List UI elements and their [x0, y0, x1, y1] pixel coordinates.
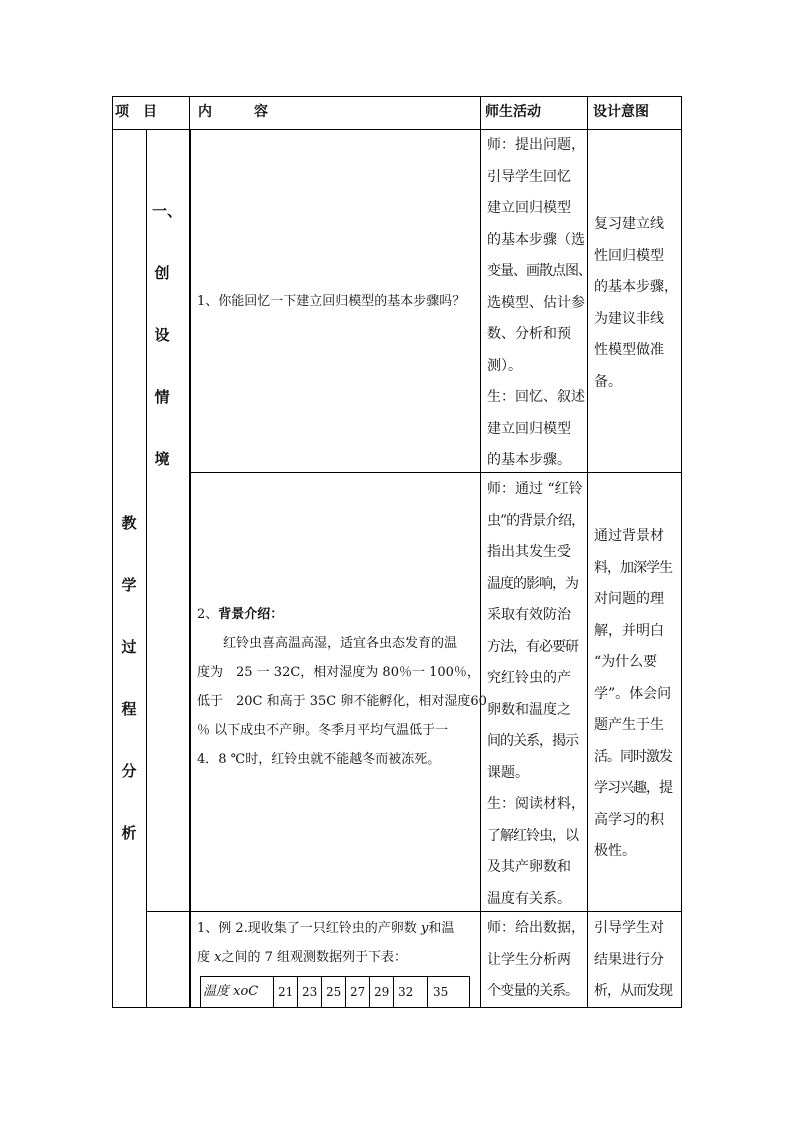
row2-title-prefix: 2、: [197, 607, 219, 622]
row2-activity-line: 课题。: [487, 764, 529, 781]
row2-content-line: 4．8 ℃时，红铃虫就不能越冬而被冻死。: [197, 752, 441, 767]
section-main-char: 过: [121, 638, 137, 656]
row2-intent-line: 通过背景材: [594, 528, 664, 544]
header-content: 内 容: [198, 104, 268, 120]
row2-intent-line: 极性。: [594, 843, 636, 859]
row1-intent-line: 的基本步骤，: [594, 279, 678, 295]
row2-bottom-border: [146, 911, 682, 912]
inner-table-cell: 25: [326, 985, 342, 999]
row1-activity-line: 变量、画散点图、: [487, 263, 591, 279]
var-y: y: [420, 921, 429, 936]
row3-line1-end: 和温: [428, 921, 455, 936]
row1-activity-line: 数、分析和预: [487, 326, 571, 342]
inner-table-divider: [345, 976, 346, 1007]
inner-table-divider: [273, 976, 274, 1007]
row1-activity-line: 建立回归模型: [487, 420, 571, 437]
row2-activity-line: 间的关系，揭示: [487, 733, 578, 749]
row2-content-line: 低于 20C 和高于 35C 卵不能孵化，相对湿度60: [197, 694, 487, 709]
inner-table-divider: [427, 976, 428, 1007]
inner-table-divider: [321, 976, 322, 1007]
row2-activity-line: 指出其发生受: [487, 544, 571, 560]
row2-intent-line: 对问题的理: [594, 591, 664, 607]
row2-activity-line: 温度有关系。: [487, 890, 571, 907]
row2-activity-line: 了解红铃虫，以: [487, 827, 578, 844]
header-bottom-border: [112, 129, 682, 130]
row3-intent-line: 析，从而发现: [594, 983, 672, 999]
row2-intent: [594, 521, 672, 868]
row3-activity-line: 让学生分析两: [487, 951, 571, 968]
row1-activity: [487, 130, 591, 477]
row3-line2-text: 之间的 7 组观测数据列于下表：: [221, 950, 408, 965]
row1-activity-line: 的基本步骤（选: [487, 231, 585, 248]
row3-line1: [197, 914, 454, 943]
row2-content-line: 度为 25 一 32C，相对湿度为 80％一 100％，: [197, 665, 480, 680]
row2-content-line: ％ 以下成虫不产卵。冬季月平均气温低于一: [197, 723, 449, 738]
item-divider-header: [189, 96, 190, 130]
inner-table-cell: 35: [433, 985, 449, 999]
inner-table-divider: [297, 976, 298, 1007]
section-one-char: 情: [154, 388, 170, 406]
row1-intent-line: 为建议非线: [594, 310, 664, 327]
content-activity-divider: [480, 96, 481, 1008]
row3-line2-start: 度: [197, 950, 215, 965]
row2-activity-line: 生：阅读材料，: [487, 796, 585, 812]
subsection-divider: [146, 129, 147, 1008]
row2-content: [197, 600, 487, 774]
section-main-char: 学: [121, 576, 137, 594]
row3-intent-line: 结果进行分: [594, 951, 664, 968]
section-one-char: 一、: [152, 202, 183, 220]
inner-table-right: [469, 976, 470, 1007]
section-one-char: 设: [154, 326, 170, 344]
row1-intent-line: 性模型做准: [594, 342, 664, 358]
row1-activity-line: 生：回忆、叙述: [487, 389, 585, 405]
section-main-char: 分: [121, 762, 137, 780]
row2-activity-line: 及其产卵数和: [487, 859, 571, 875]
section-main-char: 析: [121, 824, 137, 842]
section-one-char: 境: [154, 450, 170, 468]
row2-intent-line: 料，加深学生: [594, 559, 672, 576]
row2-intent-line: “为什么要: [594, 654, 658, 670]
row2-activity-line: 卵数和温度之: [487, 701, 571, 718]
header-intent: 设计意图: [593, 104, 649, 120]
inner-table-divider: [369, 976, 370, 1007]
inner-table-cell: 23: [302, 985, 318, 999]
row3-line1-text: 1、例 2.现收集了一只红铃虫的产卵数: [197, 921, 421, 936]
table-left-border: [112, 96, 113, 1008]
row2-intent-line: 题产生于生: [594, 717, 664, 733]
row2-activity-line: 究红铃虫的产: [487, 670, 571, 686]
inner-table-label: 温度 xoC: [203, 984, 259, 999]
row1-intent-line: 复习建立线: [594, 216, 664, 232]
var-x: x: [214, 950, 222, 965]
row2-intent-line: 活。同时激发: [594, 748, 672, 765]
row2-title-bold: 背景介绍：: [218, 607, 284, 622]
row1-intent: [594, 209, 678, 398]
row1-content: 1、你能回忆一下建立回归模型的基本步骤吗？: [197, 294, 466, 309]
inner-table-divider: [393, 976, 394, 1007]
row1-bottom-border: [189, 472, 682, 473]
inner-table-cell: 29: [374, 985, 390, 999]
inner-table-left: [200, 976, 201, 1007]
section-one-char: 创: [154, 264, 170, 282]
row1-activity-line: 引导学生回忆: [487, 168, 571, 185]
row3-line2: [197, 943, 454, 972]
inner-table-top: [200, 976, 470, 977]
row1-activity-line: 的基本步骤。: [487, 452, 571, 468]
row1-activity-line: 测）。: [487, 357, 522, 374]
row2-activity-line: 师：通过 “红铃: [487, 481, 583, 497]
row1-activity-line: 选模型、估计参: [487, 294, 585, 311]
row3-activity-line: 师：给出数据，: [487, 920, 585, 936]
row3-content: [197, 914, 454, 972]
row2-content-line: 红铃虫喜高温高湿，适宜各虫态发育的温: [197, 636, 458, 651]
row1-activity-line: 建立回归模型: [487, 200, 571, 216]
row2-activity-line: 方法，有必要研: [487, 638, 578, 655]
row2-activity-line: 虫”的背景介绍，: [487, 512, 585, 529]
section-main-char: 教: [121, 514, 137, 532]
row2-title: [197, 600, 487, 629]
row1-activity-line: 师：提出问题，: [487, 137, 585, 153]
inner-table-cell: 27: [350, 985, 366, 999]
item-content-divider: [189, 129, 191, 1008]
row2-intent-line: 高学习的积: [594, 811, 664, 828]
inner-table-cell: 21: [278, 985, 294, 999]
row3-activity-line: 个变量的关系。: [487, 983, 578, 999]
header-activity: 师生活动: [485, 104, 541, 120]
row2-activity: [487, 474, 585, 915]
row1-intent-line: 备。: [594, 373, 622, 390]
row3-activity: [487, 913, 585, 1008]
row3-intent: [594, 913, 672, 1008]
inner-table-cell: 32: [398, 985, 414, 999]
row2-activity-line: 温度的影响，为: [487, 575, 578, 592]
row2-intent-line: 解，并明白: [594, 622, 664, 639]
header-item: 项 目: [115, 104, 157, 120]
row2-intent-line: 学习兴趣，提: [594, 780, 672, 796]
row2-intent-line: 学”。体会问: [594, 685, 672, 702]
row2-activity-line: 采取有效防治: [487, 607, 571, 623]
row3-intent-line: 引导学生对: [594, 920, 664, 936]
row1-intent-line: 性回归模型: [594, 247, 664, 264]
section-main-char: 程: [121, 700, 137, 718]
table-right-border: [681, 96, 682, 1008]
